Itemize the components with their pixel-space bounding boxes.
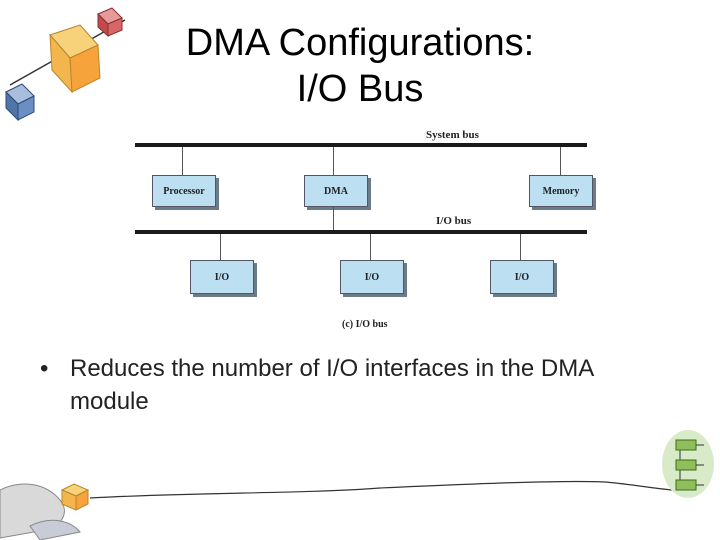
processor-connector [182, 147, 183, 175]
io-bus-label: I/O bus [436, 215, 472, 227]
bullet-marker: • [40, 355, 49, 382]
io-module-3: I/O [490, 260, 554, 294]
io-connector-3 [520, 234, 521, 260]
diagram-caption: (c) I/O bus [342, 319, 388, 330]
system-bus-line [135, 143, 587, 147]
memory-connector [560, 147, 561, 175]
processor-module: Processor [152, 175, 216, 207]
slide-title-line2: I/O Bus [296, 68, 424, 110]
system-bus-label: System bus [426, 129, 479, 141]
dma-module: DMA [304, 175, 368, 207]
io-connector-2 [370, 234, 371, 260]
network-icon [662, 430, 714, 498]
dma-system-connector [333, 147, 334, 175]
memory-module: Memory [529, 175, 593, 207]
io-module-2: I/O [340, 260, 404, 294]
decorative-clipart-bottom [0, 430, 720, 540]
slide-title-line1: DMA Configurations: [185, 22, 535, 64]
yellow-cube-small-icon [62, 484, 88, 510]
bullet-text: Reduces the number of I/O interfaces in the DMA module [70, 355, 593, 415]
dma-io-connector [333, 207, 334, 231]
io-module-1: I/O [190, 260, 254, 294]
io-connector-1 [220, 234, 221, 260]
